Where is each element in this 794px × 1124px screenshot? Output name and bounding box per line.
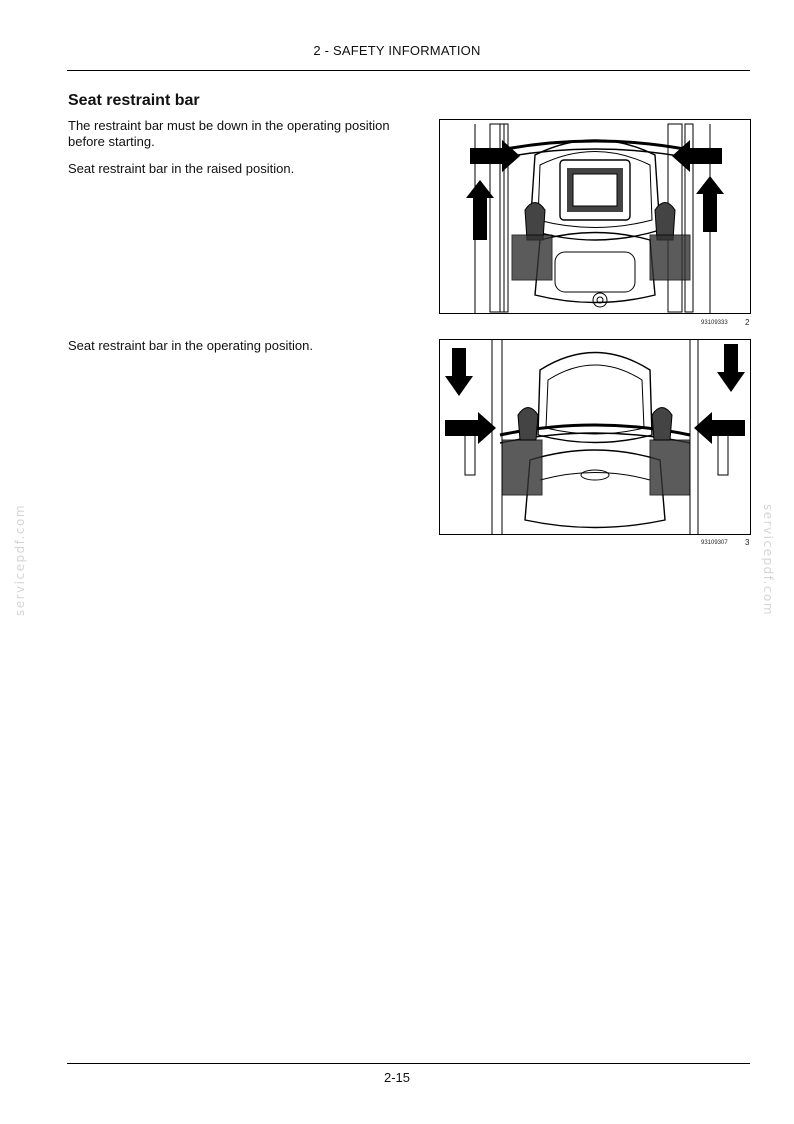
watermark-left: servicepdf.com: [13, 503, 27, 617]
section-title: Seat restraint bar: [68, 92, 200, 109]
figure-id-label: 93109307: [701, 540, 728, 546]
header-rule: [67, 70, 750, 71]
figure-id-label: 93109333: [701, 320, 728, 326]
page-header: 2 - SAFETY INFORMATION: [313, 43, 481, 58]
footer-rule: [67, 1063, 750, 1064]
figure-raised-illustration: [439, 119, 751, 314]
figure-number-label: 2: [745, 318, 750, 327]
figure-operating-illustration: [439, 339, 751, 535]
caption-operating: Seat restraint bar in the operating position.: [68, 338, 313, 353]
page-number: 2-15: [383, 1070, 411, 1085]
watermark-right: servicepdf.com: [761, 503, 775, 617]
intro-paragraph: The restraint bar must be down in the operating position before starting.: [68, 118, 390, 149]
figure-number-label: 3: [745, 538, 750, 547]
caption-raised: Seat restraint bar in the raised position.: [68, 161, 295, 176]
